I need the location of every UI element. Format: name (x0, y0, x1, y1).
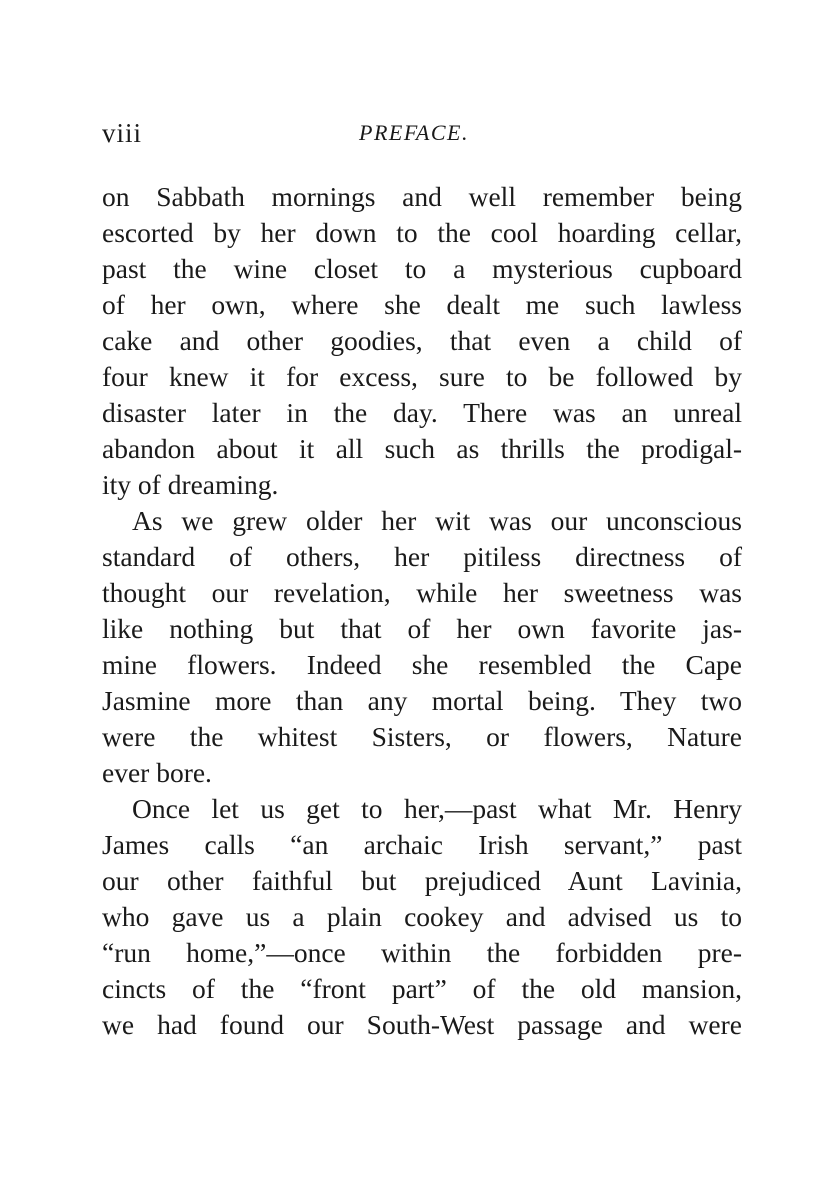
text-line: were the whitest Sisters, or flowers, Nature (102, 721, 742, 752)
text-line: disaster later in the day. There was an unreal (102, 397, 742, 428)
body-text (102, 179, 742, 1043)
text-line: who gave us a plain cookey and advised us to (102, 901, 742, 932)
text-line: cake and other goodies, that even a child of (102, 325, 742, 356)
text-line: like nothing but that of her own favorite jas- (102, 613, 742, 644)
running-head (102, 118, 742, 154)
paragraph-first-line: As we grew older her wit was our unconscious (132, 505, 742, 536)
text-line: four knew it for excess, sure to be followed by (102, 361, 742, 392)
text-line: James calls “an archaic Irish servant,” past (102, 829, 742, 860)
text-line: Jasmine more than any mortal being. They two (102, 685, 742, 716)
page-number: viii (102, 118, 143, 148)
text-line: abandon about it all such as thrills the prodigal- (102, 433, 742, 464)
text-line: ity of dreaming. (102, 469, 279, 500)
text-line: ever bore. (102, 757, 212, 788)
text-line: past the wine closet to a mysterious cupboard (102, 253, 742, 284)
text-line: standard of others, her pitiless directness of (102, 541, 742, 572)
text-line: of her own, where she dealt me such lawless (102, 289, 742, 320)
running-title: PREFACE. (359, 120, 469, 145)
text-line: thought our revelation, while her sweetness was (102, 577, 742, 608)
text-line: escorted by her down to the cool hoarding cellar, (102, 217, 742, 248)
text-line: mine flowers. Indeed she resembled the Cape (102, 649, 742, 680)
text-line: our other faithful but prejudiced Aunt Lavinia, (102, 865, 742, 896)
text-line: “run home,”—once within the forbidden pre- (102, 937, 742, 968)
paragraph-first-line: Once let us get to her,—past what Mr. Henry (132, 793, 742, 824)
text-line: on Sabbath mornings and well remember being (102, 181, 742, 212)
text-line: we had found our South-West passage and were (102, 1009, 742, 1040)
text-line: cincts of the “front part” of the old mansion, (102, 973, 742, 1004)
